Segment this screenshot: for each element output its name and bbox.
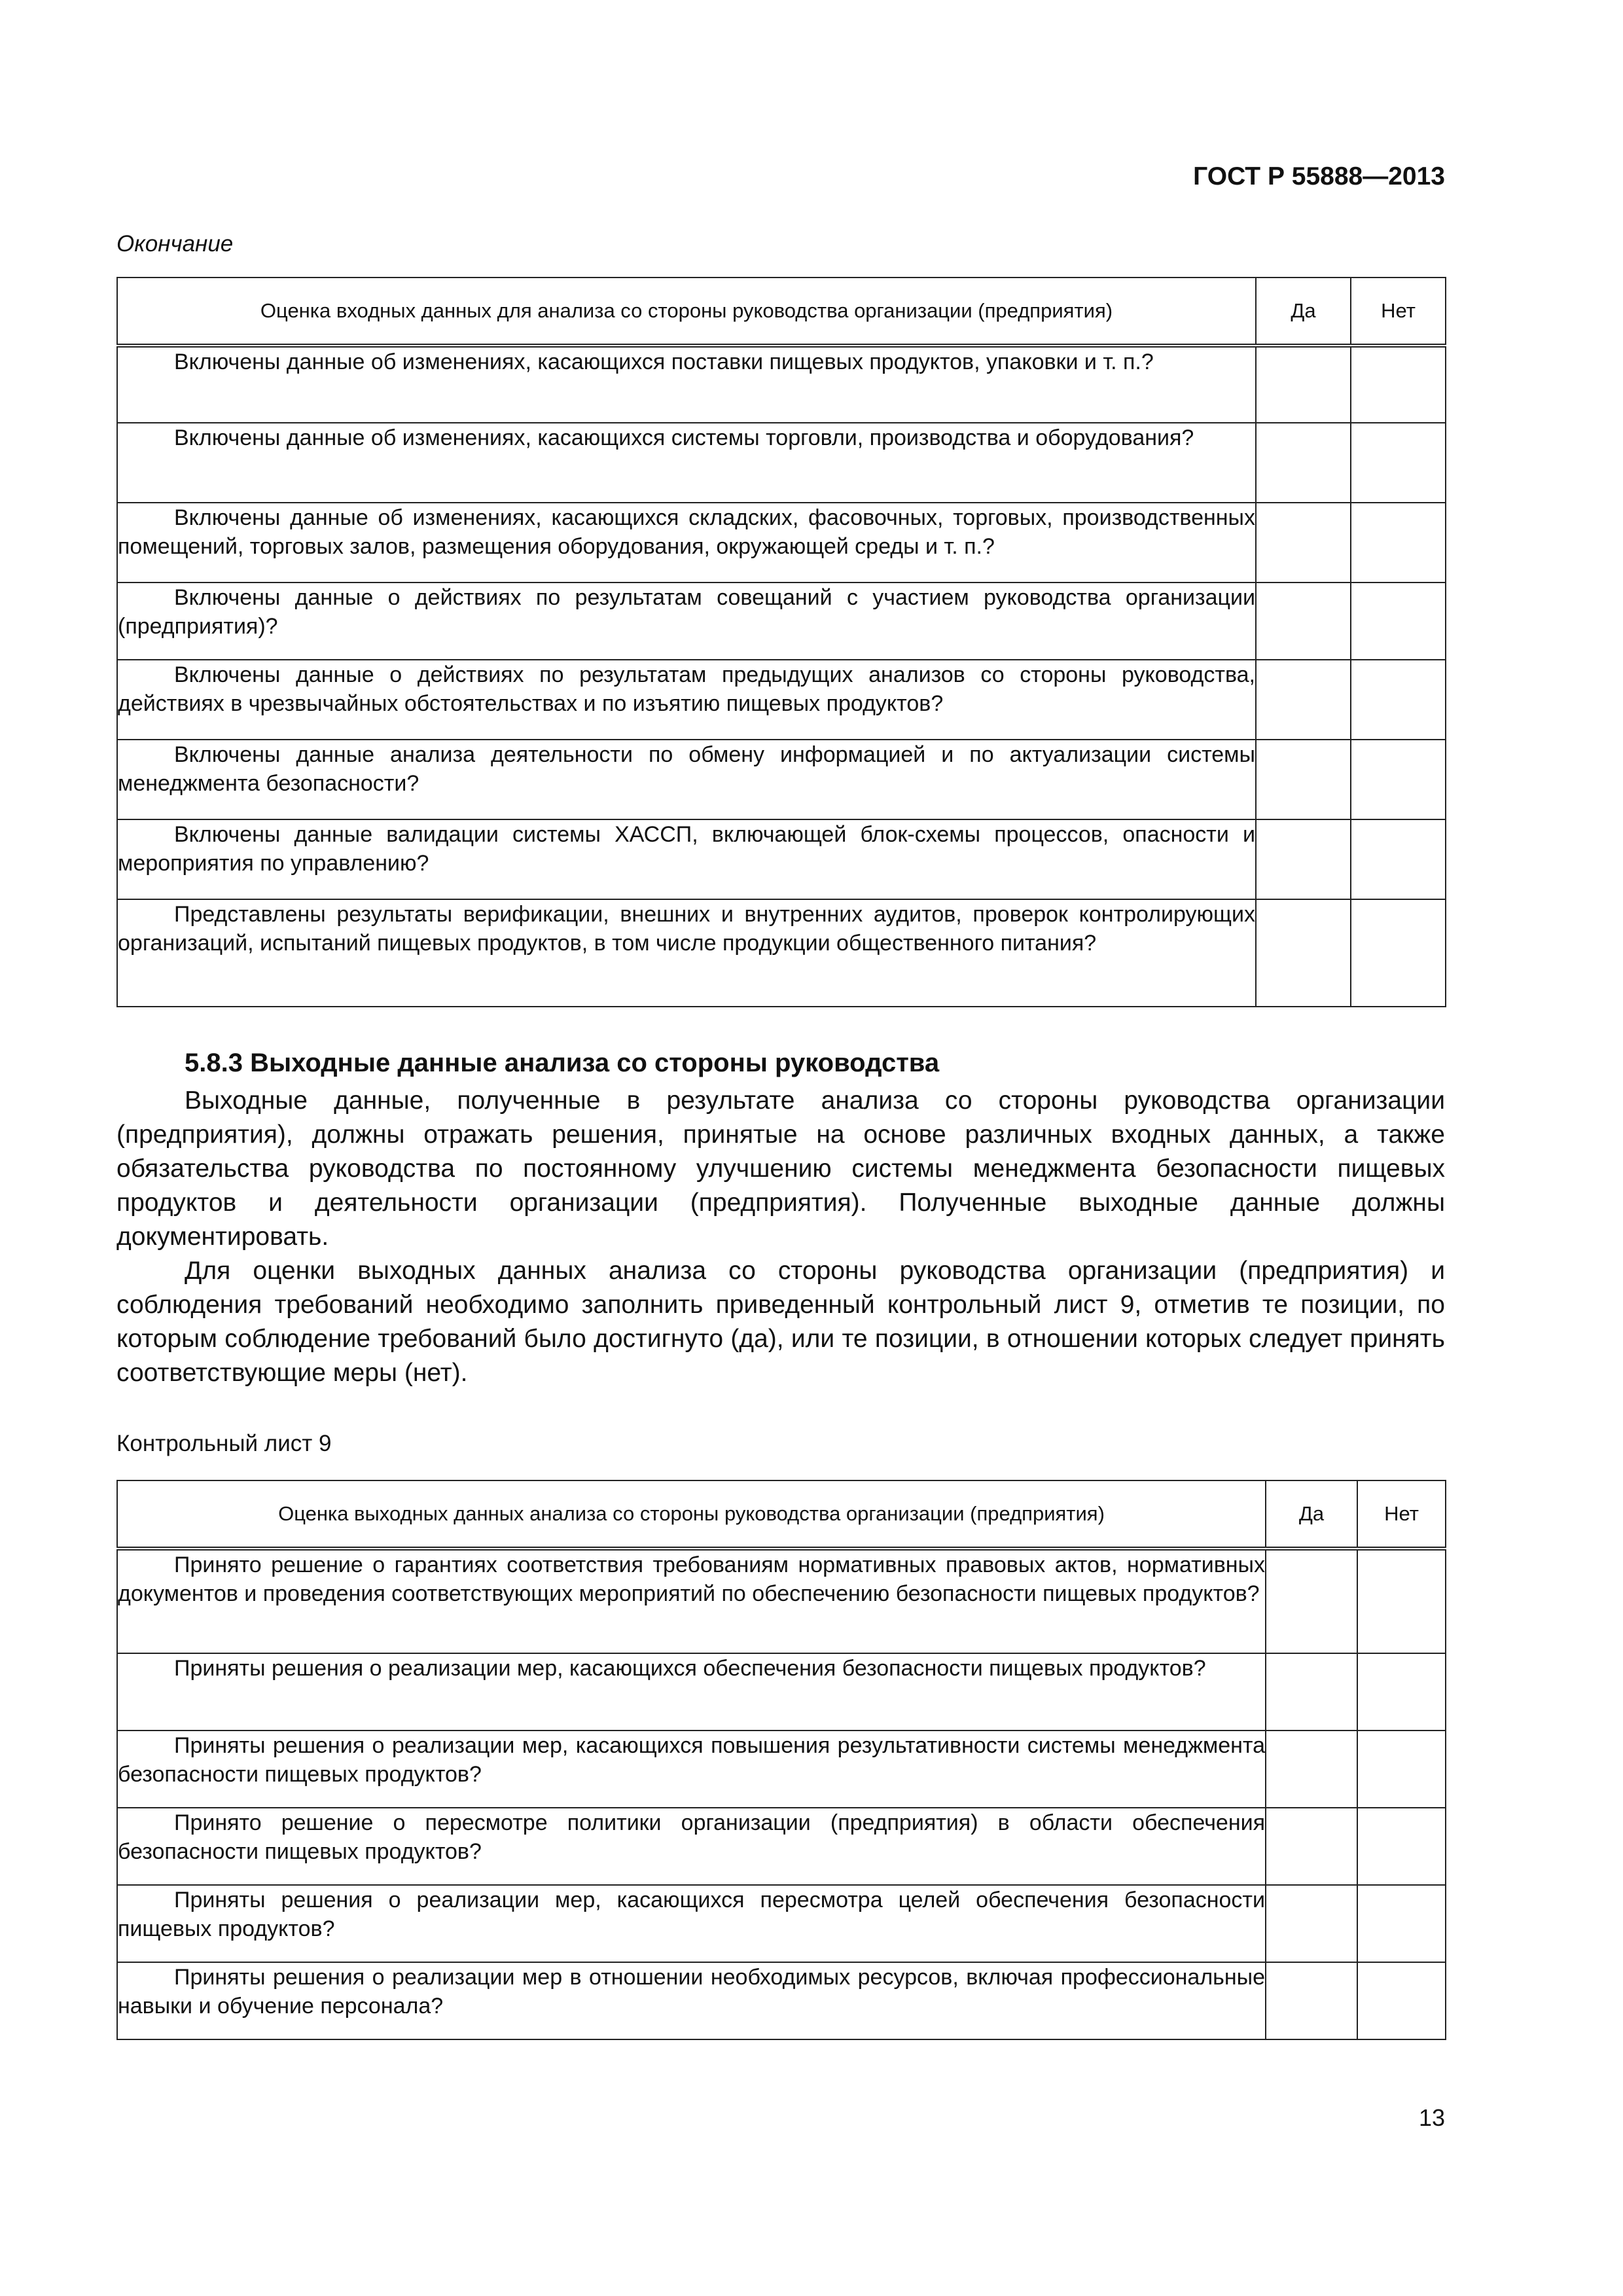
question-cell: Включены данные анализа деятельности по обмену информацией и по актуализации системы менеджмента безопасности? [117,740,1256,819]
yes-checkbox-cell[interactable] [1256,503,1351,583]
checklist-9-caption: Контрольный лист 9 [116,1431,332,1456]
question-cell: Включены данные о действиях по результатам совещаний с участием руководства организации (предприятия)? [117,583,1256,660]
column-header-question: Оценка выходных данных анализа со стороны руководства организации (предприятия) [117,1480,1266,1549]
table-row [117,819,1446,899]
document-id: ГОСТ Р 55888—2013 [1193,162,1445,190]
no-checkbox-cell[interactable] [1351,583,1446,660]
no-checkbox-cell[interactable] [1351,346,1446,423]
table-row [117,899,1446,1007]
no-checkbox-cell[interactable] [1357,1808,1446,1885]
table-row [117,1731,1446,1808]
table-row [117,423,1446,503]
section-paragraph-1: Выходные данные, полученные в результате анализа со стороны руководства организации (предприятия), должны отражать решения, принятые на основе различных входных данных, а также обязательства руководства по постоянному улучшению системы менеджмента безопасности пищевых продуктов и деятельности организации (предприятия). Полученные выходные данные должны документировать. [116,1086,1445,1251]
question-cell: Приняты решения о реализации мер в отношении необходимых ресурсов, включая профессиональные навыки и обучение персонала? [117,1962,1266,2039]
column-header-no: Нет [1357,1480,1446,1549]
table-row [117,740,1446,819]
table-row [117,1962,1446,2039]
page-number: 13 [1418,2104,1445,2131]
question-cell: Представлены результаты верификации, внешних и внутренних аудитов, проверок контролирующих организаций, испытаний пищевых продуктов, в том числе продукции общественного питания? [117,899,1256,1007]
question-cell: Принято решение о гарантиях соответствия требованиям нормативных правовых актов, нормативных документов и проведения соответствующих мероприятий по обеспечению безопасности пищевых продуктов? [117,1549,1266,1653]
table1-caption: Окончание [116,231,234,257]
section-title: 5.8.3 Выходные данные анализа со стороны руководства [185,1049,940,1077]
no-checkbox-cell[interactable] [1351,503,1446,583]
no-checkbox-cell[interactable] [1357,1885,1446,1962]
question-cell: Приняты решения о реализации мер, касающихся обеспечения безопасности пищевых продуктов? [117,1653,1266,1731]
no-checkbox-cell[interactable] [1357,1731,1446,1808]
no-checkbox-cell[interactable] [1351,819,1446,899]
checklist-table-outputs [116,1480,1446,2040]
no-checkbox-cell[interactable] [1357,1549,1446,1653]
yes-checkbox-cell[interactable] [1256,819,1351,899]
section-paragraph-2: Для оценки выходных данных анализа со стороны руководства организации (предприятия) и соблюдения требований необходимо заполнить приведенный контрольный лист 9, отметив те позиции, по которым соблюдение требований было достигнуто (да), или те позиции, в отношении которых следует принять соответствующие меры (нет). [116,1257,1445,1387]
yes-checkbox-cell[interactable] [1256,660,1351,740]
no-checkbox-cell[interactable] [1357,1962,1446,2039]
question-cell: Приняты решения о реализации мер, касающихся повышения результативности системы менеджмента безопасности пищевых продуктов? [117,1731,1266,1808]
no-checkbox-cell[interactable] [1357,1653,1446,1731]
column-header-yes: Да [1266,1480,1357,1549]
yes-checkbox-cell[interactable] [1266,1653,1357,1731]
question-cell: Включены данные об изменениях, касающихся системы торговли, производства и оборудования? [117,423,1256,503]
question-cell: Включены данные валидации системы ХАССП, включающей блок-схемы процессов, опасности и мероприятия по управлению? [117,819,1256,899]
table-row [117,1653,1446,1731]
yes-checkbox-cell[interactable] [1266,1808,1357,1885]
table-header-row [117,1480,1446,1549]
table-row [117,660,1446,740]
question-cell: Включены данные о действиях по результатам предыдущих анализов со стороны руководства, действиях в чрезвычайных обстоятельствах и по изъятию пищевых продуктов? [117,660,1256,740]
table-row [117,346,1446,423]
question-cell: Включены данные об изменениях, касающихся поставки пищевых продуктов, упаковки и т. п.? [117,346,1256,423]
yes-checkbox-cell[interactable] [1266,1731,1357,1808]
question-cell: Принято решение о пересмотре политики организации (предприятия) в области обеспечения безопасности пищевых продуктов? [117,1808,1266,1885]
table-header-row [117,278,1446,346]
table-row [117,583,1446,660]
yes-checkbox-cell[interactable] [1256,899,1351,1007]
question-cell: Включены данные об изменениях, касающихся складских, фасовочных, торговых, производственных помещений, торговых залов, размещения оборудования, окружающей среды и т. п.? [117,503,1256,583]
table-row [117,1549,1446,1653]
table-row [117,503,1446,583]
column-header-no: Нет [1351,278,1446,346]
checklist-table-inputs [116,277,1446,1007]
question-cell: Приняты решения о реализации мер, касающихся пересмотра целей обеспечения безопасности пищевых продуктов? [117,1885,1266,1962]
column-header-yes: Да [1256,278,1351,346]
column-header-question: Оценка входных данных для анализа со стороны руководства организации (предприятия) [117,278,1256,346]
no-checkbox-cell[interactable] [1351,423,1446,503]
yes-checkbox-cell[interactable] [1266,1962,1357,2039]
yes-checkbox-cell[interactable] [1266,1549,1357,1653]
yes-checkbox-cell[interactable] [1256,740,1351,819]
no-checkbox-cell[interactable] [1351,740,1446,819]
yes-checkbox-cell[interactable] [1266,1885,1357,1962]
no-checkbox-cell[interactable] [1351,899,1446,1007]
no-checkbox-cell[interactable] [1351,660,1446,740]
table-row [117,1808,1446,1885]
table-row [117,1885,1446,1962]
yes-checkbox-cell[interactable] [1256,423,1351,503]
yes-checkbox-cell[interactable] [1256,346,1351,423]
yes-checkbox-cell[interactable] [1256,583,1351,660]
